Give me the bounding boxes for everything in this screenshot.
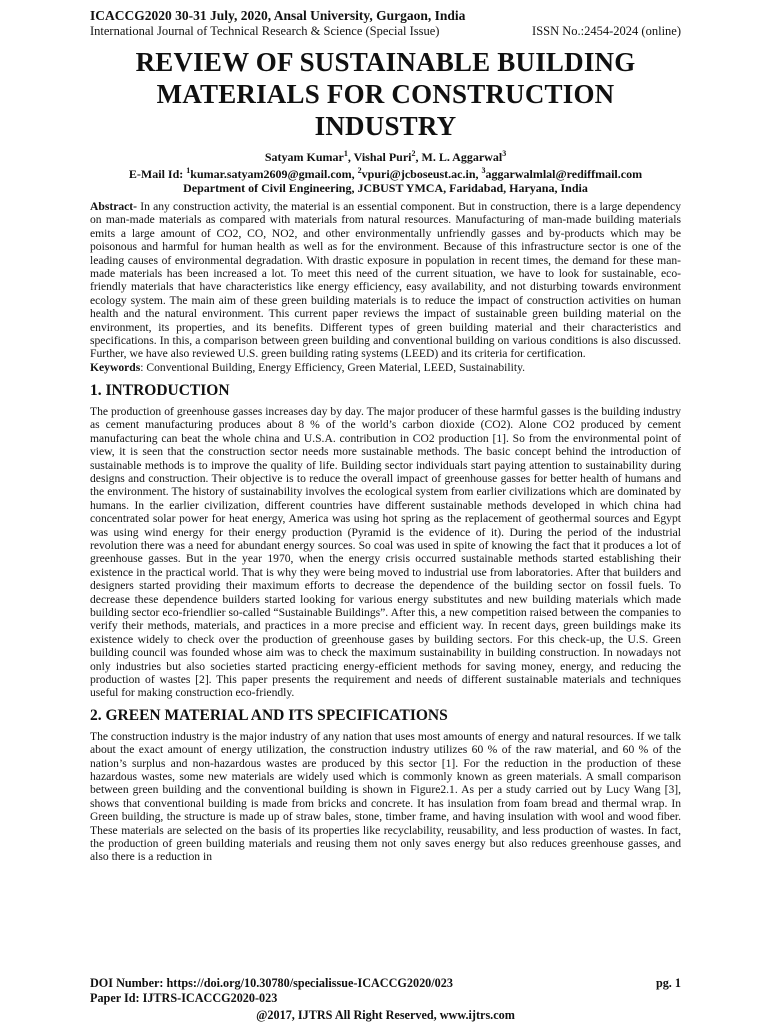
department-affiliation: Department of Civil Engineering, JCBUST YMCA, Faridabad, Haryana, India	[183, 181, 588, 195]
conference-line: ICACCG2020 30-31 July, 2020, Ansal University, Gurgaon, India	[90, 8, 466, 23]
email-line: E-Mail Id: $^1$kumar.satyam2609@gmail.com, $^2$vpuri@jcboseust.ac.in, $^3$aggarwalmlal@rediffmail.com	[128, 166, 643, 181]
issn: ISSN No.:2454-2024 (online)	[532, 24, 681, 38]
abstract	[90, 200, 681, 361]
author-name: Satyam Kumar	[264, 150, 344, 164]
author-list: Satyam Kumar$^1$, Vishal Puri$^2$, M. L. Aggarwal$^3$	[264, 149, 507, 164]
abstract-text: In any construction activity, the material is an essential component. But in construction, there is a large dependency on man-made materials as compared with materials from natural resources. Manufacturing of man-made building materials emits a large amount of CO2, CO, NO2, and other environmentally unfriendly gasses and by-products which may be poisonous and harmful for human health as well as for the environment. Because of this infrastructure sector is one of the leading causes of environmental degradation. With drastic exposure in population in recent times, the demand for these man-made materials has been increased a lot. To meet this need of the current situation, we have to look for sustainable, eco-friendly materials that have characteristics like energy efficiency, easy availability, and not disturbing towards environment ecology system. The main aim of these green building materials is to reduce the impact of construction activities on human health and the natural environment. This current paper reviews the impact of sustainable green building material on the environment, its properties, and its benefits. Different types of green building material and their characteristics and specifications. In this, a comparison between green building and conventional building on various conditions is also discussed. Further, we have also reviewed U.S. green building rating systems (LEED) and its criteria for certification.	[90, 200, 681, 361]
author-affiliation-mark: 1	[343, 149, 348, 158]
author-affiliation-mark: 2	[411, 149, 416, 158]
author-email[interactable]: aggarwalmlal@rediffmail.com	[485, 167, 643, 181]
journal-name: International Journal of Technical Research & Science (Special Issue)	[90, 24, 440, 38]
introduction-body: The production of greenhouse gasses increases day by day. The major producer of these harmful gasses is the building industry as cement manufacturing produces about 8 % of the world’s carbon dioxide (CO2). Alone CO2 produced by cement manufacturing can beat the whole china and U.S.A. contribution in CO2 production [1]. So from the environmental point of view, it is seen that the construction sector needs more sustainable methods. The basic concept behind the introduction of sustainable methods is to improve the quality of life. Building sector individuals start paying attention to sustainability during designs and construction. Their objective is to reduce the overall impact of greenhouse gasses for better health of humans and the environment. The history of sustainability involves the ecological system from earlier civilizations which are dominated by humans. In the earlier civilization, different countries have different sustainable methods developed in which china had concentrated solar power for heat energy, America was using hot spring as the replacement of geothermal sources and Egypt was using wind energy for their energy production (Pyramid is the evidence of it). During the period of the industrial revolution there was a need for abundant energy sources. So coal was used in spite of knowing the fact that it produces a lot of greenhouse gasses. But in the year 1970, when the energy crisis occurred sustainable methods started establishing their existence in the practical world. That is why they were being moved to industrial use from laboratories. After that builders and designers started providing their maximum efforts to decrease the dependence of the building sector on fossil fuels. To decrease these dependence builders started looking for various energy substitutes and new building materials which made building sector eco-friendlier so-called “Sustainable Buildings”. After this, a new competition raised between the companies to verify their methods, materials, and practices in a more precise and efficient way. In recent days, green buildings make its existence widely to check over the production of greenhouse gases by building sectors. For this check-up, the U.S. Green building council was founded whose aim was to check the maximum sustainability in building construction. In nowadays not only industries but also societies started practicing energy-efficient methods for saving money, energy, and reducing the production of wastes [2]. This paper presents the requirement and needs of different sustainable materials and techniques useful for making construction eco-friendly.	[90, 404, 681, 700]
page-footer	[90, 976, 681, 1023]
page-number: pg. 1	[655, 976, 681, 990]
green-material-body: The construction industry is the major industry of any nation that uses most amounts of energy and natural resources. If we talk about the exact amount of energy utilization, the construction industry utilizes 60 % of the raw material, and 60 % of the nation’s surplus and non-hazardous wastes are produced by this sector [1]. For the reduction in the production of these hazardous wastes, some new materials are widely used which is commonly known as green materials. A small comparison between green building and the conventional building is shown in Figure2.1. As per a study carried out by Lucy Wang [3], shows that conventional building is made from bricks and concrete. It has insulation from foam bread and thermal wrap. In Green building, the structure is made up of straw bales, stone, timber frame, and having insulation with wool and wood fiber. These materials are selected on the basis of its properties like recyclability, reusability, and less production of wastes. In fact, the production of green building materials and reusing them not only saves energy but also reduces greenhouse gasses, and also there is a reduction in	[90, 729, 681, 864]
abstract-label: Abstract-	[90, 200, 138, 213]
keywords-text: : Conventional Building, Energy Efficiency, Green Material, LEED, Sustainability.	[140, 360, 526, 374]
journal-row	[90, 24, 681, 39]
section-heading-green-material: 2. GREEN MATERIAL AND ITS SPECIFICATIONS	[90, 706, 448, 724]
keywords	[90, 361, 681, 375]
email-label: E-Mail Id:	[128, 167, 187, 181]
paper-title: REVIEW OF SUSTAINABLE BUILDING MATERIALS FOR CONSTRUCTION INDUSTRY	[135, 47, 636, 141]
author-email[interactable]: vpuri@jcboseust.ac.in	[361, 167, 476, 181]
email-mark: 1	[186, 166, 191, 175]
paper-page	[90, 8, 681, 864]
paper-id: Paper Id: IJTRS-ICACCG2020-023	[90, 991, 278, 1005]
footer-row	[90, 976, 681, 991]
author-email[interactable]: kumar.satyam2609@gmail.com	[190, 167, 352, 181]
keywords-label: Keywords	[90, 360, 141, 374]
author-name: Vishal Puri	[353, 150, 412, 164]
email-mark: 3	[481, 166, 486, 175]
author-affiliation-mark: 3	[502, 149, 507, 158]
author-name: M. L. Aggarwal	[421, 150, 503, 164]
copyright: @2017, IJTRS All Right Reserved, www.ijtrs.com	[256, 1008, 515, 1022]
section-heading-introduction: 1. INTRODUCTION	[90, 381, 230, 399]
doi-number[interactable]: DOI Number: https://doi.org/10.30780/specialissue-ICACCG2020/023	[90, 976, 453, 990]
email-mark: 2	[357, 166, 362, 175]
